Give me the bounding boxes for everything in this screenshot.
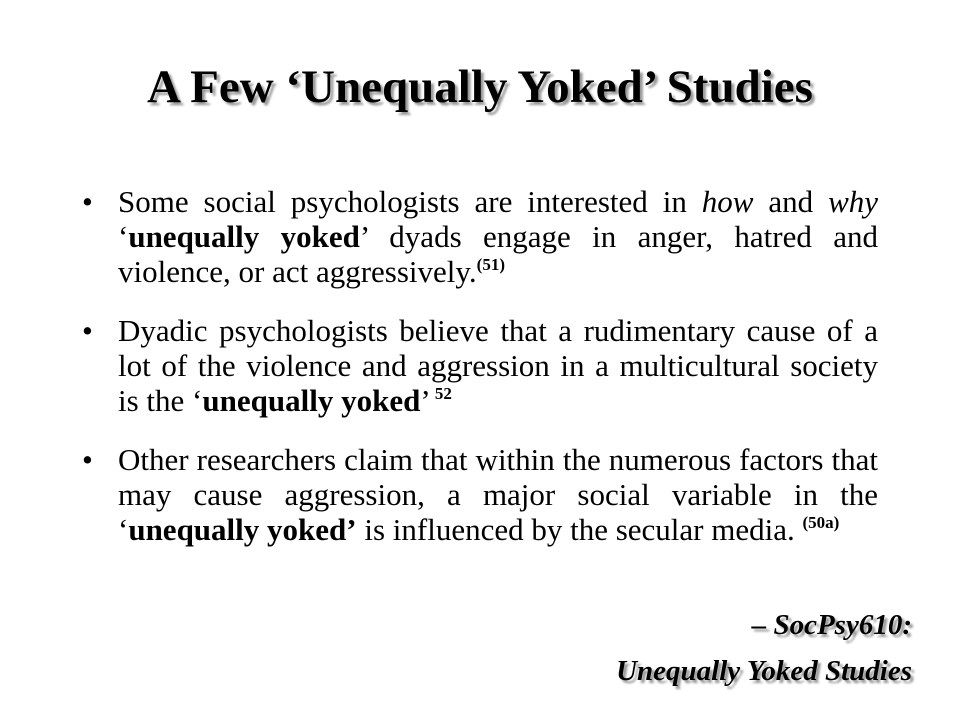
bullet-text: Some social psychologists are interested in <box>118 184 702 219</box>
bullet-text: and <box>753 184 829 219</box>
bullet-text: why <box>828 184 878 219</box>
bullet-text: Dyadic psychologists believe that a rudimentary cause of a lot of the violence and aggression in a multicultural society is the ‘ <box>118 313 878 418</box>
bullet-item <box>82 184 878 289</box>
bullet-text: unequally yoked’ <box>128 512 357 547</box>
slide-title: A Few ‘Unequally Yoked’ Studies <box>147 61 813 113</box>
attribution-line-2: Unequally Yoked Studies <box>616 655 912 687</box>
bullet-text: ’ <box>420 383 431 418</box>
bullet-text: Other researchers claim that within the numerous factors that may cause aggression, a major social variable in the ‘ <box>118 442 878 547</box>
citation-ref: (50a) <box>802 513 840 532</box>
bullet-list <box>82 184 878 571</box>
citation-ref: (51) <box>476 255 505 274</box>
bullet-text: is influenced by the secular media. <box>356 512 803 547</box>
bullet-text: unequally yoked <box>128 219 360 254</box>
bullet-dot-icon: • <box>82 184 93 219</box>
attribution <box>616 602 912 694</box>
bullet-item <box>82 313 878 418</box>
attribution-line-1: – SocPsy610: <box>751 609 912 641</box>
bullet-text: unequally yoked <box>202 383 421 418</box>
bullet-item <box>82 442 878 547</box>
bullet-text: ‘ <box>118 219 129 254</box>
bullet-text: how <box>701 184 754 219</box>
bullet-dot-icon: • <box>82 442 93 477</box>
bullet-dot-icon: • <box>82 313 93 348</box>
citation-ref: 52 <box>430 384 452 403</box>
bullet-text: ’ dyads engage in anger, hatred and violence, or act aggressively. <box>118 219 878 289</box>
